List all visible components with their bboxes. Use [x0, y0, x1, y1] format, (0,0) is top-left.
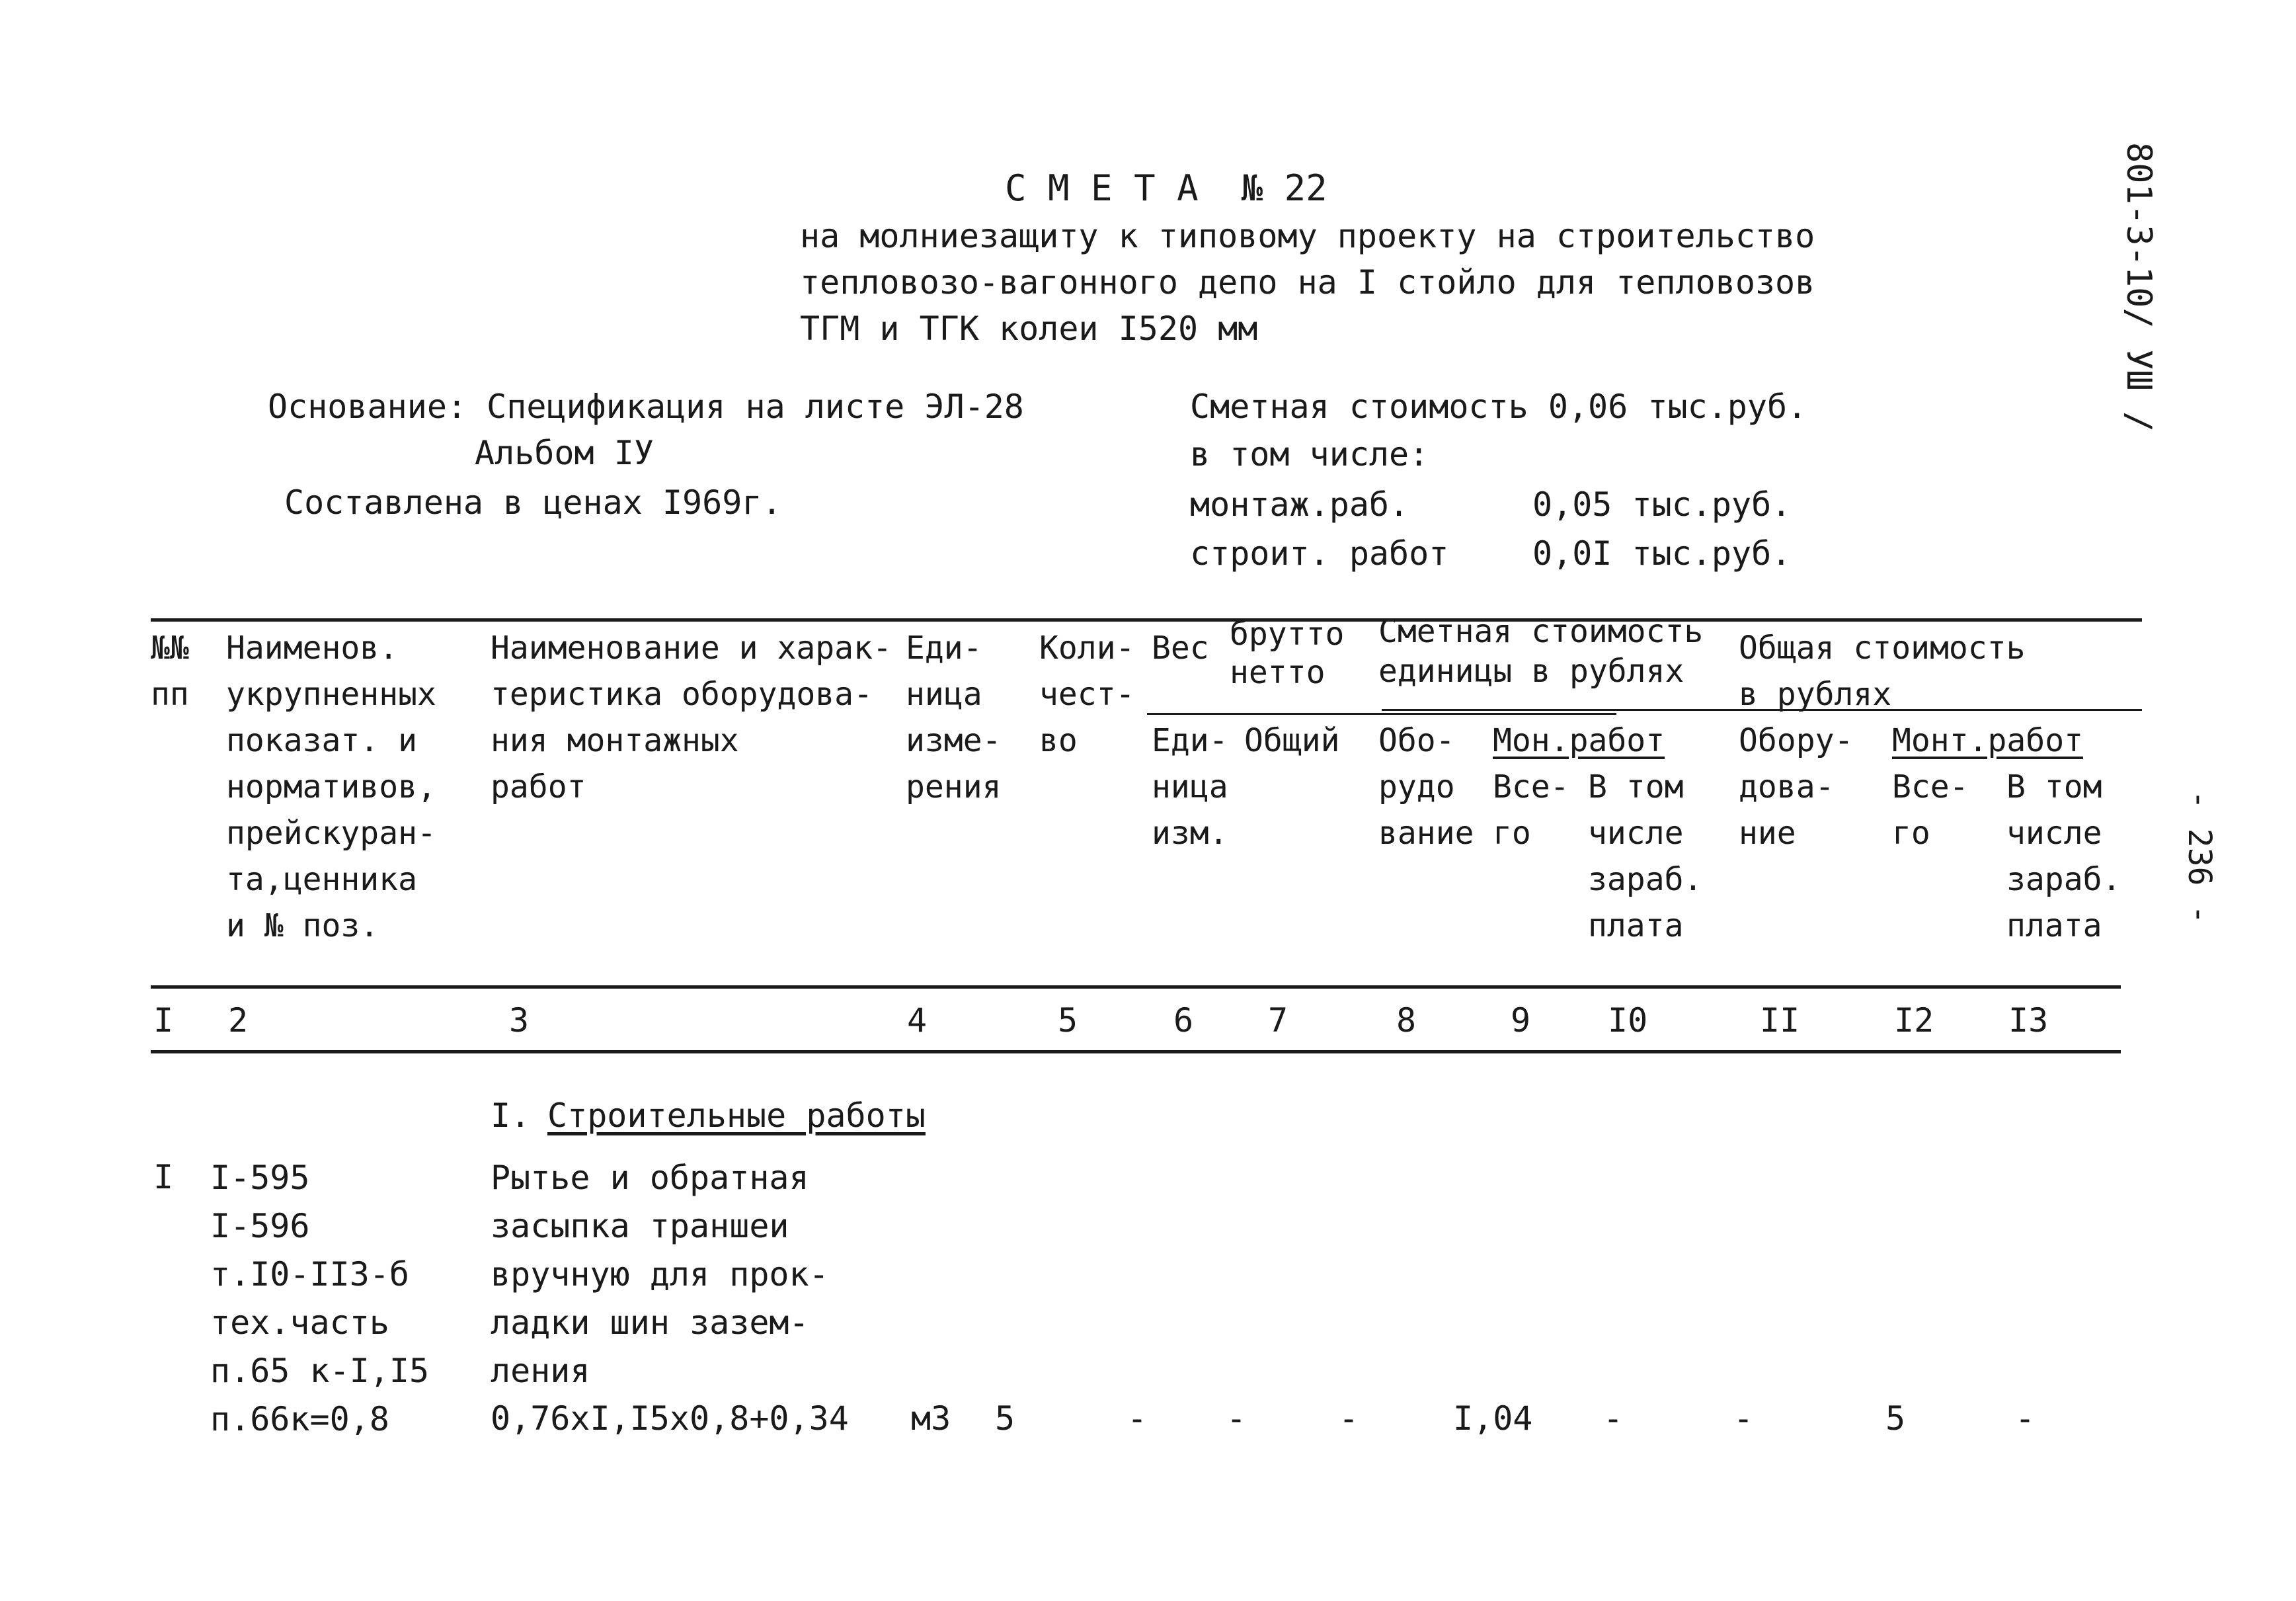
header-quantity: Коли- чест- во — [1039, 630, 1135, 759]
title-line-3: ТГМ и ТГК колеи I520 мм — [800, 309, 1258, 348]
column-number-9: 9 — [1511, 1001, 1531, 1040]
header-unit: Еди- ница изме- рения — [906, 630, 1002, 805]
row-quantity: 5 — [995, 1399, 1015, 1438]
column-number-7: 7 — [1268, 1001, 1288, 1040]
document-code: 801-3-10/ УШ / — [2119, 142, 2158, 432]
cost-stroit-label: строит. работ — [1190, 534, 1449, 573]
basis-line-2: Альбом IУ — [475, 434, 654, 472]
row-unit-montage-total: I,04 — [1453, 1399, 1533, 1438]
row-description: Рытье и обратная засыпка траншеи вручную для прок- ладки шин зазем- ления — [491, 1159, 829, 1390]
ves-subheader-rule — [1147, 713, 1616, 715]
header-weight-total: Общий — [1244, 722, 1340, 759]
cost-total: Сметная стоимость 0,06 тыс.руб. — [1190, 388, 1807, 426]
row-total-montage-wages: - — [2015, 1399, 2036, 1438]
basis-line-3: Составлена в ценах I969г. — [284, 483, 782, 522]
row-weight-unit: - — [1127, 1399, 1148, 1438]
column-numbers-rule — [151, 1050, 2121, 1053]
column-number-3: 3 — [509, 1001, 530, 1040]
header-indicators: Наименов. укрупненных показат. и нормативов, прейскуран- та,ценника и № поз. — [226, 630, 436, 944]
column-number-10: I0 — [1608, 1001, 1648, 1040]
header-total-cost: Общая стоимость в рублях — [1739, 630, 2026, 713]
title-line-2: тепловозо-вагонного депо на I стойло для тепловозов — [800, 263, 1815, 302]
estimate-heading: С М Е Т А № 22 — [1005, 167, 1327, 209]
basis-line-1: Основание: Спецификация на листе ЭЛ-28 — [268, 388, 1024, 426]
header-unit-montage-total: Все- го — [1493, 768, 1569, 852]
row-unit-equipment: - — [1339, 1399, 1359, 1438]
header-bottom-rule — [151, 985, 2121, 989]
row-unit: м3 — [911, 1399, 951, 1438]
page-number: - 236 - — [2181, 790, 2218, 924]
row-total-montage: 5 — [1885, 1399, 1906, 1438]
column-number-11: II — [1760, 1001, 1800, 1040]
header-weight-unit: Еди- ница изм. — [1152, 722, 1228, 852]
cost-montazh-label: монтаж.раб. — [1190, 485, 1409, 524]
column-number-13: I3 — [2008, 1001, 2049, 1040]
column-number-8: 8 — [1396, 1001, 1417, 1040]
column-number-1: I — [153, 1001, 174, 1040]
header-unit-montage: Мон.работ — [1493, 722, 1665, 759]
header-unit-equipment: Обо- рудо вание — [1378, 722, 1474, 852]
header-description: Наименование и харак- теристика оборудова- ния монтажных работ — [491, 630, 892, 805]
column-number-4: 4 — [907, 1001, 928, 1040]
row-unit-montage-wages: - — [1603, 1399, 1624, 1438]
cost-stroit-value: 0,0I тыс.руб. — [1532, 534, 1792, 573]
cost-including: в том числе: — [1190, 435, 1429, 473]
column-number-6: 6 — [1173, 1001, 1194, 1040]
cost-montazh-value: 0,05 тыс.руб. — [1532, 485, 1792, 524]
header-total-montage-wages: В том числе зараб. плата — [2006, 768, 2121, 944]
header-weight: Вес — [1152, 630, 1209, 667]
row-weight-total: - — [1226, 1399, 1247, 1438]
column-number-2: 2 — [228, 1001, 249, 1040]
header-number: №№ пп — [151, 630, 189, 713]
column-number-5: 5 — [1058, 1001, 1078, 1040]
column-number-12: I2 — [1894, 1001, 1934, 1040]
header-total-equipment: Обору- дова- ние — [1739, 722, 1854, 852]
row-formula: 0,76xI,I5x0,8+0,34 — [491, 1399, 849, 1438]
header-total-montage-total: Все- го — [1892, 768, 1969, 852]
section-title: Строительные работы — [547, 1096, 926, 1135]
header-total-montage: Монт.работ — [1892, 722, 2083, 759]
table-top-rule — [151, 618, 2142, 622]
title-line-1: на молниезащиту к типовому проекту на строительство — [800, 217, 1815, 255]
header-brutto-netto: брутто нетто — [1230, 616, 1345, 691]
row-number: I — [153, 1158, 174, 1196]
section-number: I. — [491, 1096, 531, 1135]
header-unit-montage-wages: В том числе зараб. плата — [1588, 768, 1703, 944]
header-unit-cost: Сметная стоимость единицы в рублях — [1378, 613, 1704, 690]
row-codes: I-595 I-596 т.I0-II3-б тех.часть п.65 к-I,I5 п.66к=0,8 — [210, 1159, 430, 1438]
row-total-equipment: - — [1733, 1399, 1754, 1438]
